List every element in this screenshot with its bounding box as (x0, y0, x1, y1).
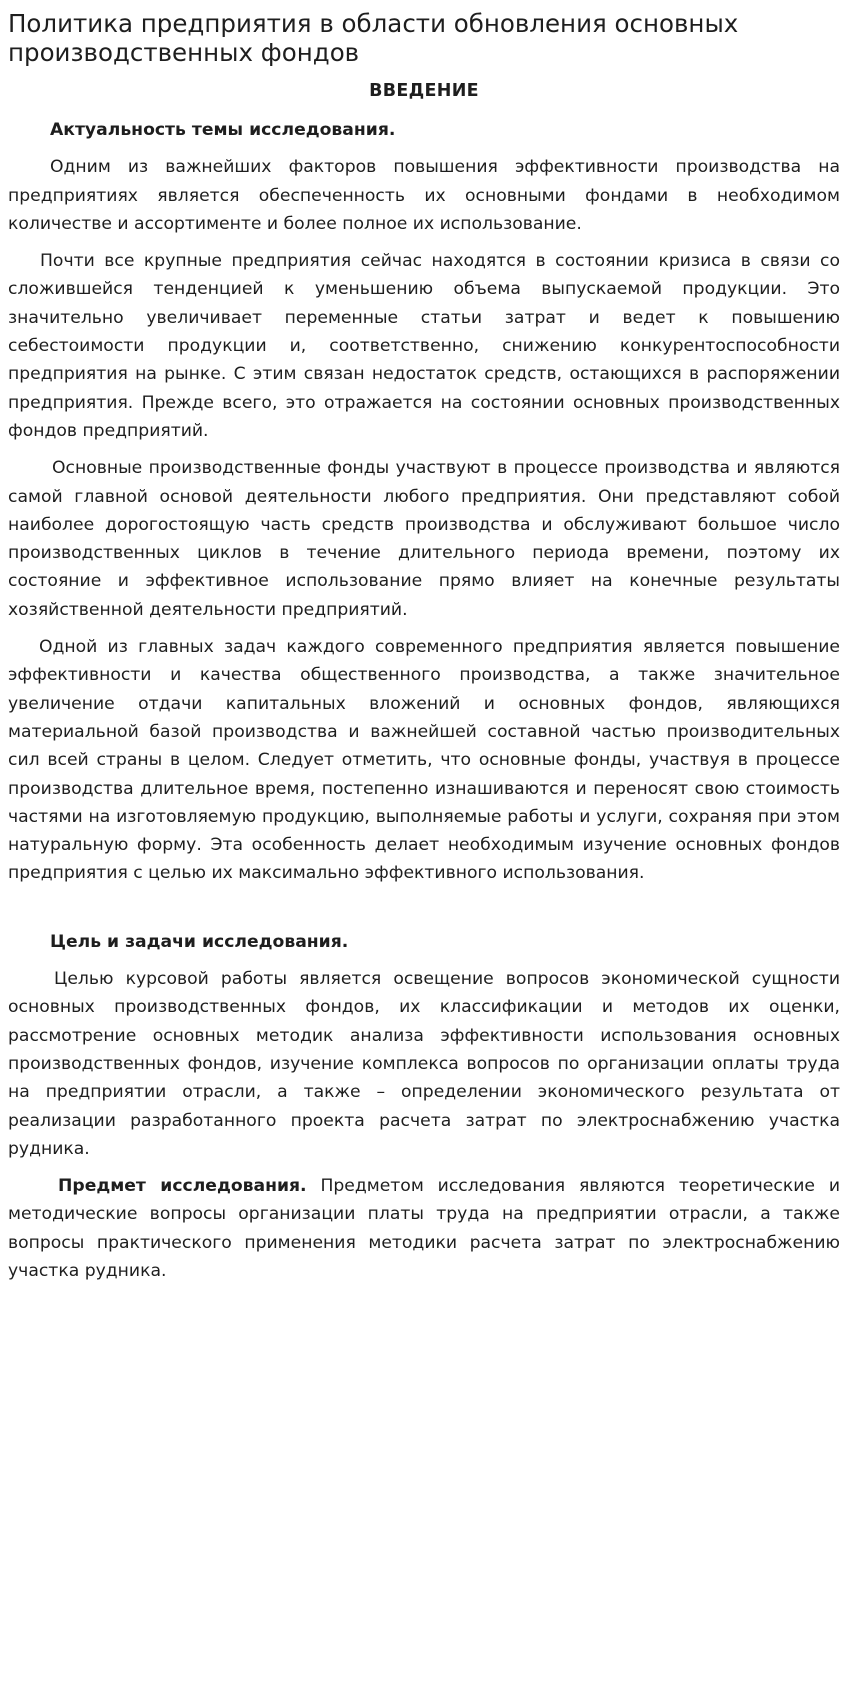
relevance-paragraph-3: Основные производственные фонды участвуют в процессе производства и являются самой главной основой деятельности любого предприятия. Они представляют собой наиболее дорогостоящую часть средств производства и обслуживают большое число производственных циклов в течение длительного периода времени, поэтому их состояние и эффективное использование прямо влияет на конечные результаты хозяйственной деятельности предприятий. (8, 458, 840, 620)
document-title: Политика предприятия в области обновления основных производственных фондов (8, 9, 739, 67)
intro-heading: ВВЕДЕНИЕ (369, 81, 479, 101)
subject-heading: Предмет исследования. (58, 1176, 307, 1197)
document-page (8, 0, 840, 1285)
subject-text: Предметом исследования являются теоретические и методические вопросы организации платы труда на предприятии отрасли, а также вопросы практического применения методики расчета затрат по электроснабжению участка рудника. (8, 1176, 840, 1281)
relevance-paragraph-4: Одной из главных задач каждого современного предприятия является повышение эффективности и качества общественного производства, а также значительное увеличение отдачи капитальных вложений и основных фондов, являющихся материальной базой производства и важнейшей составной частью производительных сил всей страны в целом. Следует отметить, что основные фонды, участвуя в процессе производства длительное время, постепенно изнашиваются и переносят свою стоимость частями на изготовляемую продукцию, выполняемые работы и услуги, сохраняя при этом натуральную форму. Эта особенность делает необходимым изучение основных фондов предприятия с целью их максимально эффективного использования. (8, 637, 840, 884)
relevance-paragraph-2: Почти все крупные предприятия сейчас находятся в состоянии кризиса в связи со сложившейся тенденцией к уменьшению объема выпускаемой продукции. Это значительно увеличивает переменные статьи затрат и ведет к повышению себестоимости продукции и, соответственно, снижению конкурентоспособности предприятия на рынке. С этим связан недостаток средств, остающихся в распоряжении предприятия. Прежде всего, это отражается на состоянии основных производственных фондов предприятий. (8, 251, 840, 441)
relevance-paragraph-1: Одним из важнейших факторов повышения эффективности производства на предприятиях является обеспеченность их основными фондами в необходимом количестве и ассортименте и более полное их использование. (8, 157, 840, 234)
subject-paragraph (8, 1172, 840, 1285)
relevance-heading: Актуальность темы исследования. (50, 120, 396, 140)
goal-paragraph: Целью курсовой работы является освещение вопросов экономической сущности основных производственных фондов, их классификации и методов их оценки, рассмотрение основных методик анализа эффективности использования основных производственных фондов, изучение комплекса вопросов по организации оплаты труда на предприятии отрасли, а также – определении экономического результата от реализации разработанного проекта расчета затрат по электроснабжению участка рудника. (8, 969, 840, 1159)
goal-heading: Цель и задачи исследования. (50, 931, 349, 952)
